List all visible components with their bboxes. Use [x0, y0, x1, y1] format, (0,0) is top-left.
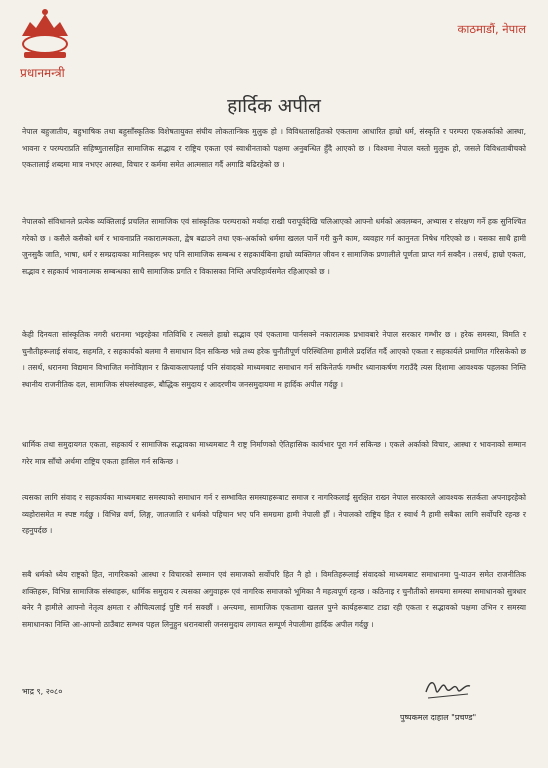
office-name: प्रधानमन्त्री: [20, 66, 65, 80]
paragraph-3: केही दिनयता सांस्कृतिक नगरी धरानमा भइरहेका गतिविधि र त्यसले हाम्रो सद्भाव एवं एकतामा पार्नसक्ने नकारात्मक प्रभावबारे नेपाल सरकार गम्भीर छ । हरेक समस्या, विमति र चुनौतीहरूलाई संवाद, सहमति, र सहकार्यको बलमा नै समाधान दिन सकिन्छ भन्ने तथ्य हरेक चुनौतीपूर्ण परिस्थितिमा हामीले प्रदर्शित गर्दै आएको एकता र सहकार्यले प्रमाणित गरिसकेको छ । तसर्थ, धरानमा विद्यमान विभाजित मनोविज्ञान र क्रियाकलापलाई पनि संवादको माध्यमबाट समाधान गर्न सकिनेतर्फ गम्भीर ध्यानाकर्षण गराउँदै त्यस दिशामा आवश्यक पहलका निम्ति स्थानीय राजनीतिक दल, सामाजिक संघसंस्थाहरू, बौद्धिक समुदाय र आदरणीय जनसमुदायमा म हार्दिक अपील गर्दछु ।: [22, 330, 526, 389]
page-title: हार्दिक अपील: [227, 95, 321, 117]
paragraph-4: धार्मिक तथा समुदायगत एकता, सहकार्य र सामाजिक सद्भावका माध्यमबाट नै राष्ट्र निर्माणको ऐतिहासिक कार्यभार पूरा गर्न सकिन्छ । एकले अर्काको विचार, आस्था र भावनाको सम्मान गरेर मात्र साँचो अर्थमा राष्ट्रिय एकता हासिल गर्न सकिन्छ ।: [22, 440, 526, 466]
paragraph-6: सबै धर्मको ध्येय राष्ट्रको हित, नागरिकको आस्था र विचारको सम्मान एवं समाजको सर्वोपरि हित नै हो । विमतिहरूलाई संवादको माध्यमबाट समाधानमा पु-याउन समेत राजनीतिक शक्तिहरू, विभिन्न सामाजिक संस्थाहरू, धार्मिक समुदाय र त्यसका अगुवाहरू एवं नागरिक समाजको भूमिका नै महत्वपूर्ण रहन्छ । कठिनाइ र चुनौतीको समयमा समस्या समाधानको सुत्रधार बनेर नै हामीले आफ्नो नेतृत्व क्षमता र औचित्यलाई पुष्टि गर्न सक्छौं । अन्त्यमा, सामाजिक एकतामा खलल पुग्ने कार्यहरूबाट टाढा रही एकता र सद्भावको पक्षमा उभिन र समस्या समाधानका निम्ति आ-आफ्नो ठाउँबाट सम्भव पहल लिनुहुन धरानबासी जनसमुदाय लगायत सम्पूर्ण नेपालीमा हार्दिक अपील गर्दछु ।: [22, 570, 526, 629]
date: भाद्र ९, २०८०: [22, 687, 63, 696]
signature-icon: [424, 672, 472, 702]
paragraph-1: नेपाल बहुजातीय, बहुभाषिक तथा बहुसाँस्कृतिक विशेषतायुक्त संघीय लोकतान्त्रिक मुलुक हो । विविधतासहितको एकतामा आधारित हाम्रो धर्म, संस्कृति र परम्परा एकअर्काको आस्था, भावना र परम्पराप्रति सहिष्णुतासहित सामाजिक सद्भाव र राष्ट्रिय एकता एवं स्वाधीनताको पक्षमा अनुबन्धित हुँदै आएको छ । विश्वमा नेपाल यस्तो मुलुक हो, जसले विविधताबीचको एकतालाई शब्दमा मात्र नभएर आस्था, विचार र कर्ममा समेत आत्मसात गर्दै अगाडि बढिरहेको छ ।: [22, 127, 526, 170]
paragraph-2: नेपालको संविधानले प्रत्येक व्यक्तिलाई प्रचलित सामाजिक एवं सांस्कृतिक परम्पराको मर्यादा राखी परापूर्वदेखि चलिआएको आफ्नो धर्मको अवलम्बन, अभ्यास र संरक्षण गर्ने हक सुनिश्चित गरेको छ । कसैले कसैको धर्म र भावनाप्रति नकारात्मकता, द्वेष बढाउने तथा एक-अर्काको धर्ममा खलल पार्ने गरी कुनै काम, व्यवहार गर्न कानुनतः निषेध गरिएको छ । यसका साथै हामी जुनसुकै जाति, भाषा, धर्म र सम्प्रदायका मानिसहरू भए पनि सामाजिक सम्बन्ध र सहकार्यबिना हाम्रो व्यक्तिगत जीवन र सामाजिक प्रणालीले पूर्णता प्राप्त गर्न सक्दैन । तसर्थ, हाम्रो एकता, सद्भाव र सहकार्य भावनात्मक सम्बन्धका साथै सामाजिक प्रगति र विकासका निम्ति अपरिहार्यसमेत रहिआएको छ ।: [22, 217, 526, 276]
nepal-coat-of-arms-icon: [14, 8, 76, 62]
signatory-name: पुष्पकमल दाहाल "प्रचण्ड": [400, 713, 477, 722]
location: काठमाडौं, नेपाल: [457, 22, 526, 36]
paragraph-5: त्यसका लागि संवाद र सहकार्यका माध्यमबाट समस्याको समाधान गर्न र सम्भावित समस्याहरूबाट समाज र नागरिकलाई सुरक्षित राख्न नेपाल सरकारले आवश्यक सतर्कता अपनाइरहेको व्यहोरासमेत म स्पष्ट गर्दछु । विभिन्न वर्ण, लिङ्ग, जातजाति र धर्मको पहिचान भए पनि समग्रमा हामी नेपाली हौँ । नेपालको राष्ट्रिय हित र स्वार्थ नै हामी सबैका लागि सर्वोपरि रहन्छ र रहनुपर्दछ ।: [22, 493, 526, 536]
